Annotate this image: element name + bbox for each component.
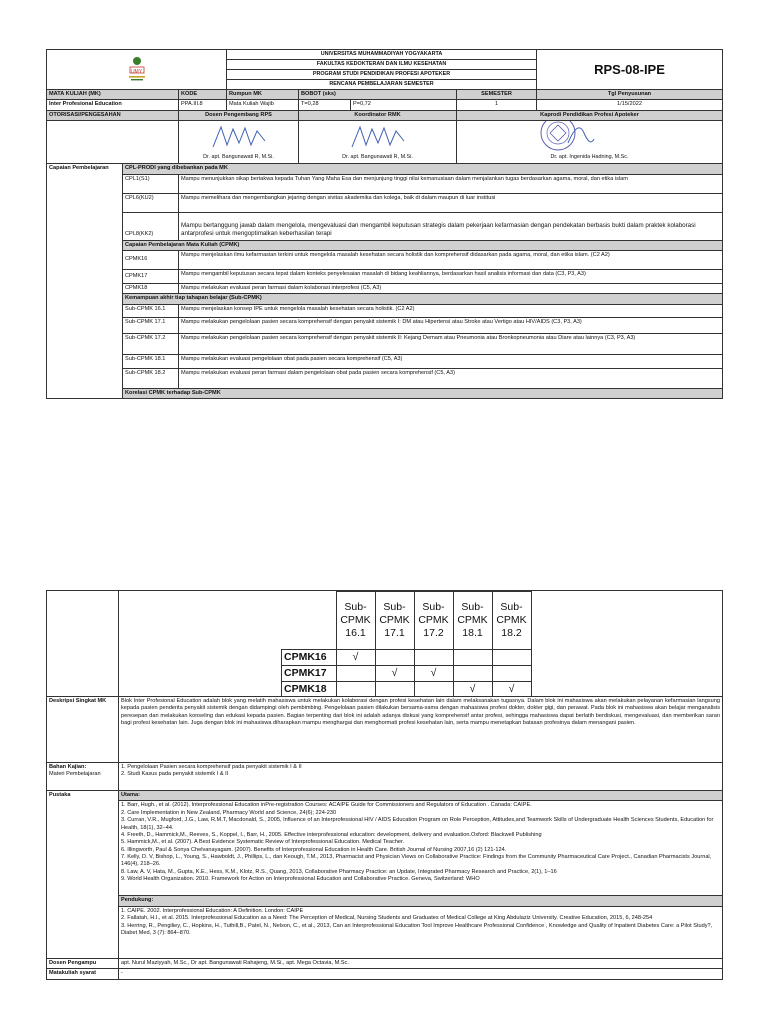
logo-text: UMY [130, 68, 143, 75]
list-item: 1. CAIPE. 2002. Interprofessional Education: A Definition. London: CAIPE [121, 907, 304, 914]
matrix-cell: √ [453, 682, 492, 697]
matrix-cell: √ [375, 666, 414, 682]
matrix-cell [414, 650, 453, 666]
signature-dosen-icon [209, 123, 269, 151]
matrix-cell: √ [492, 682, 531, 697]
matrix-cell [453, 666, 492, 682]
cpmk-code: CPMK17 [123, 269, 179, 283]
dosen-pengembang-header: Dosen Pengembang RPS [179, 110, 299, 120]
cpl-text: Mampu bertanggung jawab dalam mengelola, mengevaluasi dan mengambil keputusan strategis dalam pekerjaan kefarmasian dengan pendekatan berbasis bukti dalam praktek kolaborasi antarprofesi untuk mengoptimalkan keberhasilan terapi [179, 212, 723, 240]
mk-value: Inter Profesional Education [47, 100, 179, 110]
matrix-cell [414, 682, 453, 697]
semester-value: 1 [457, 100, 537, 110]
list-item: 2. Care Implementation in New Zealand, Pharmacy World and Science, 24(6); 224-230 [121, 809, 337, 816]
list-item: 9. World Health Organization. 2010. Framework for Action on Interprofessional Education and Collaborative Practice. Geneva, Switzerland: WHO [121, 876, 480, 883]
koordinator-signature-cell [299, 121, 457, 164]
matrix-row-label: CPMK17 [282, 666, 337, 682]
list-item: 8. Law, A. V, Hata, M., Gupta, K.E., Hess, K.M., Klotz, R.S., Quang, 2013, Collaborative Pharmacy Practice: an Update, Integrated Pharmacy Research and Practice, 2(1), 1–16 [121, 868, 557, 875]
list-item: 2. Fallatah, H.I., et al. 2015. Interprofessional Education as a Need: The Perception of Medical, Nursing Students and Graduates of Medical College at King Abdulaziz University. Creative Education, 2015, 6, 248-254 [121, 915, 653, 922]
list-item: 2. Studi Kasus pada penyakit sistemik I & II [121, 771, 229, 778]
faculty-name: FAKULTAS KEDOKTERAN DAN ILMU KESEHATAN [227, 60, 537, 70]
otorisasi-label: OTORISASI/PENGESAHAN [47, 110, 179, 120]
signature-koordinator-icon [348, 123, 408, 151]
matrix-cell [492, 650, 531, 666]
sub-cpmk-text: Mampu melakukan evaluasi peran farmasi dalam pengelolaan obat pada pasien secara komprehensif (C5, A3) [179, 368, 723, 388]
sub-cpmk-code: Sub-CPMK 16.1 [123, 304, 179, 317]
cpl-header: CPL-PRODI yang dibebankan pada MK [123, 164, 723, 174]
plan-title: RENCANA PEMBELAJARAN SEMESTER [227, 80, 537, 90]
list-item: 3. Curran, V.R., Mugford, J.G., Law, R.M.T, Macdonald, S., 2005, Influence of an Interprofessional HIV / AIDS Education Program on Role Perception, Attitudes,and Teamwork Skills of Undergraduate Health Sciences Students, Education for Health, 18(1), 32–44. [121, 817, 714, 831]
bobot-header: BOBOT (sks) [299, 90, 457, 100]
bobot-t-value: T=0,28 [299, 100, 351, 110]
kaprodi-header: Kaprodi Pendidikan Profesi Apoteker [457, 110, 723, 120]
sub-cpmk-text: Mampu melakukan evaluasi pengelolaan obat pada pasien secara komprehensif (C5, A3) [179, 354, 723, 368]
koordinator-name: Dr. apt. Bangunawati R, M.Si. [342, 154, 413, 160]
list-item: 5. Hammick,M., et al. (2007). A Best Evidence Systematic Review of Interprofessional Education. Medical Teacher. [121, 839, 405, 846]
matrix-cell [375, 650, 414, 666]
korelasi-matrix [281, 591, 532, 697]
pustaka-utama-list [119, 801, 723, 896]
rps-main-table [46, 49, 723, 399]
list-item: 1. Pengelolaan Pasien secara komprehensif pada penyakit sistemik I & II [121, 764, 302, 770]
cpmk-text: Mampu melakukan evaluasi peran farmasi dalam kolaborasi interprofesi (C5, A3) [179, 283, 723, 293]
tgl-value: 1/15/2022 [537, 100, 723, 110]
matrix-cell: √ [414, 666, 453, 682]
bahan-label [47, 763, 119, 791]
list-item: 4. Freeth, D., Hammick,M., Reeves, S., Koppel, I., Barr, H., 2005. Effective interprofessional education: development, delivery and evaluation.Oxford: Blackwell Publishing [121, 831, 542, 838]
matrix-col-header: Sub- CPMK 17.2 [414, 592, 453, 650]
pustaka-pendukung-header: Pendukung: [119, 896, 723, 906]
kode-header: KODE [179, 90, 227, 100]
matrix-row-label: CPMK18 [282, 682, 337, 697]
koordinator-header: Koordinator RMK [299, 110, 457, 120]
sub-cpmk-code: Sub-CPMK 17.2 [123, 333, 179, 354]
bobot-p-value: P=0,72 [351, 100, 457, 110]
matrix-cell: √ [336, 650, 375, 666]
bahan-label-1: Bahan Kajian: [49, 764, 87, 770]
korelasi-matrix-cell [119, 591, 723, 697]
pustaka-label: Pustaka [47, 791, 119, 959]
cpl-code: CPL1(S1) [123, 174, 179, 193]
rumpun-header: Rumpun MK [227, 90, 299, 100]
dosen-pengampu-text: apt. Nurul Maziyyah, M.Sc., Dr apt. Bangunawati Rahajeng, M.Si., apt. Mega Octavia, M.Sc. [119, 958, 723, 968]
matakuliah-syarat-text: - [119, 969, 723, 979]
sub-cpmk-text: Mampu menjelaskan konsep IPE untuk mengelola masalah kesehatan secara holistik. (C2 A2) [179, 304, 723, 317]
cpmk-code: CPMK18 [123, 283, 179, 293]
cpmk-text: Mampu menjelaskan ilmu kefarmasian terkini untuk mengelola masalah kesehatan secara holistik dan komprehensif didasarkan pada agama, moral, dan etika islam. (C2 A2) [179, 250, 723, 269]
matrix-left-blank [47, 591, 119, 697]
matrix-col-header: Sub- CPMK 17.1 [375, 592, 414, 650]
mk-header: MATA KULIAH (MK) [47, 90, 179, 100]
sub-cpmk-text: Mampu melakukan pengelolaan pasien secara komprehensif dengan penyakit sistemik II: Kejang Demam atau Pneumonia atau Bronkopneumonia atau Diare atau lainnya (C3, P3, A3) [179, 333, 723, 354]
dosen-pengampu-label: Dosen Pengampu [47, 958, 119, 968]
matrix-cell [336, 682, 375, 697]
logo-cell [47, 50, 227, 90]
matrix-col-header: Sub- CPMK 18.1 [453, 592, 492, 650]
semester-header: SEMESTER [457, 90, 537, 100]
rumpun-value: Mata Kuliah Wajib [227, 100, 299, 110]
list-item: 1. Barr, Hugh., et al. (2012). Interprofessional Education inPre-registration Courses: ACAIPE Guide for Commissioners and Regulators of Education . Canada: CAIPE. [121, 802, 532, 809]
bahan-list [119, 763, 723, 791]
matrix-col-header: Sub- CPMK 18.2 [492, 592, 531, 650]
capaian-label: Capaian Pembelajaran [47, 164, 123, 399]
rps-continuation-table [46, 590, 723, 980]
sub-cpmk-text: Mampu melakukan pengelolaan pasien secara komprehensif dengan penyakit sistemik I: DM atau Hipertensi atau Stroke atau Vertigo atau HIV/AIDS (C3, P3, A3) [179, 317, 723, 333]
matrix-cell [492, 666, 531, 682]
deskripsi-text: Blok Inter Profesional Education adalah blok yang melatih mahasiswa untuk melakukan kolaborasi dengan profesi kesehatan lain dalam melaksanakan tugasnya. Dalam blok ini mahasiswa akan melakukan pelayanan kefarmasian langsung kepada pasien penderita penyakit sistemik dengan didampingi oleh pembimbing. Pengelolaan pasien dilakukan bersama-sama dengan mahasiswa profesi dokter, dokter gigi, dan perawat. Pada blok ini mahasiswa akan belajar menganalisis peresepan dan melakukan konseling dan edukasi kepada pasien. Bagian terpenting dari blok ini adalah adanya diskusi yang komprehensif antar profesi, sehingga mahasiswa dapat berlatih berdiskusi, mengevaluasi, dan memberikan saran bagi profesi kesehatan lain. Juga dengan blok ini mahasiswa diharapkan mampu menghargai dan menghormati profesi kesehatan lain, serta mampu menetapkan batasan profesinya dalam menangani pasien. [119, 697, 723, 763]
tgl-header: Tgl Penyusunan [537, 90, 723, 100]
sub-cpmk-code: Sub-CPMK 17.1 [123, 317, 179, 333]
matrix-corner [282, 592, 337, 650]
cpl-code: CPL6(KU2) [123, 193, 179, 212]
matakuliah-syarat-label: Matakuliah syarat [47, 969, 119, 979]
list-item: 6. Illingworth, Paul & Sonya Chelvanayagam. (2007). Benefits of Interprofessional Education in Health Care. British Journal of Nursing 2007,16 (2) 121-124. [121, 846, 507, 853]
list-item: 3. Herring, R., Pengiliey, C., Hopkins, H., Tuthill,B., Patel, N., Nelson, C., et al., 2013, Can an Interprofessional Education Tool Improve Healthcare Professional Confidence , Knowledge and Quality of Inpatient Diabetes Care: a Pilot Study?, Diabet Med, 3 (7): 864–870. [121, 922, 713, 936]
sub-cpmk-code: Sub-CPMK 18.1 [123, 354, 179, 368]
list-item: 7. Kelly, D. V, Bishop, L., Young, S., Hawboldt, J., Phillips, L., dan Keough, T.M., 2013, Pharmacist and Physician Views on Collaborative Practice: Findings from the Community Pharmaceutical Care Project., Canadian Pharmacists Journal, 146(4), 218–26. [121, 854, 712, 868]
korelasi-header: Korelasi CPMK terhadap Sub-CPMK [123, 388, 723, 398]
university-name: UNIVERSITAS MUHAMMADIYAH YOGYAKARTA [227, 50, 537, 60]
cpmk-code: CPMK16 [123, 250, 179, 269]
sub-cpmk-header: Kemampuan akhir tiap tahapan belajar (Sub-CPMK) [123, 294, 723, 304]
kode-value: PPA.III.8 [179, 100, 227, 110]
cpmk-header: Capaian Pembelajaran Mata Kuliah (CPMK) [123, 240, 723, 250]
dosen-name: Dr. apt. Bangunawati R, M.Si. [203, 154, 274, 160]
pustaka-pendukung-list [119, 906, 723, 958]
sub-cpmk-code: Sub-CPMK 18.2 [123, 368, 179, 388]
matrix-cell [336, 666, 375, 682]
cpl-code: CPL8(KK2) [123, 212, 179, 240]
cpl-text: Mampu memelihara dan mengembangkan jejaring dengan sivitas akademika dan kolega, baik di dalam maupun di luar institusi [179, 193, 723, 212]
dosen-signature-cell [179, 121, 299, 164]
matrix-row-label: CPMK16 [282, 650, 337, 666]
deskripsi-label: Deskripsi Singkat MK [47, 697, 119, 763]
matrix-cell [375, 682, 414, 697]
pustaka-utama-header: Utama: [119, 791, 723, 801]
otorisasi-blank [47, 121, 179, 164]
cpl-text: Mampu menunjukkan sikap bertakwa kepada Tuhan Yang Maha Esa dan menjunjung tinggi nilai kemanusiaan dalam menjalankan tugas berdasarkan agama, moral, dan etika islam [179, 174, 723, 193]
program-name: PROGRAM STUDI PENDIDIKAN PROFESI APOTEKER [227, 70, 537, 80]
kaprodi-name: Dr. apt. Ingenida Hadning, M.Sc. [550, 154, 629, 160]
kaprodi-signature-cell [457, 121, 723, 164]
stamp-icon [528, 121, 598, 154]
matrix-col-header: Sub- CPMK 16.1 [336, 592, 375, 650]
bahan-label-2: Materi Pembelajaran [49, 771, 101, 778]
document-code: RPS-08-IPE [537, 50, 723, 90]
cpmk-text: Mampu mengambil keputusan secara tepat dalam konteks penyelesaian masalah di bidang keahliannya, berdasarkan hasil analisis informasi dan data (C3, P3, A3) [179, 269, 723, 283]
matrix-cell [453, 650, 492, 666]
